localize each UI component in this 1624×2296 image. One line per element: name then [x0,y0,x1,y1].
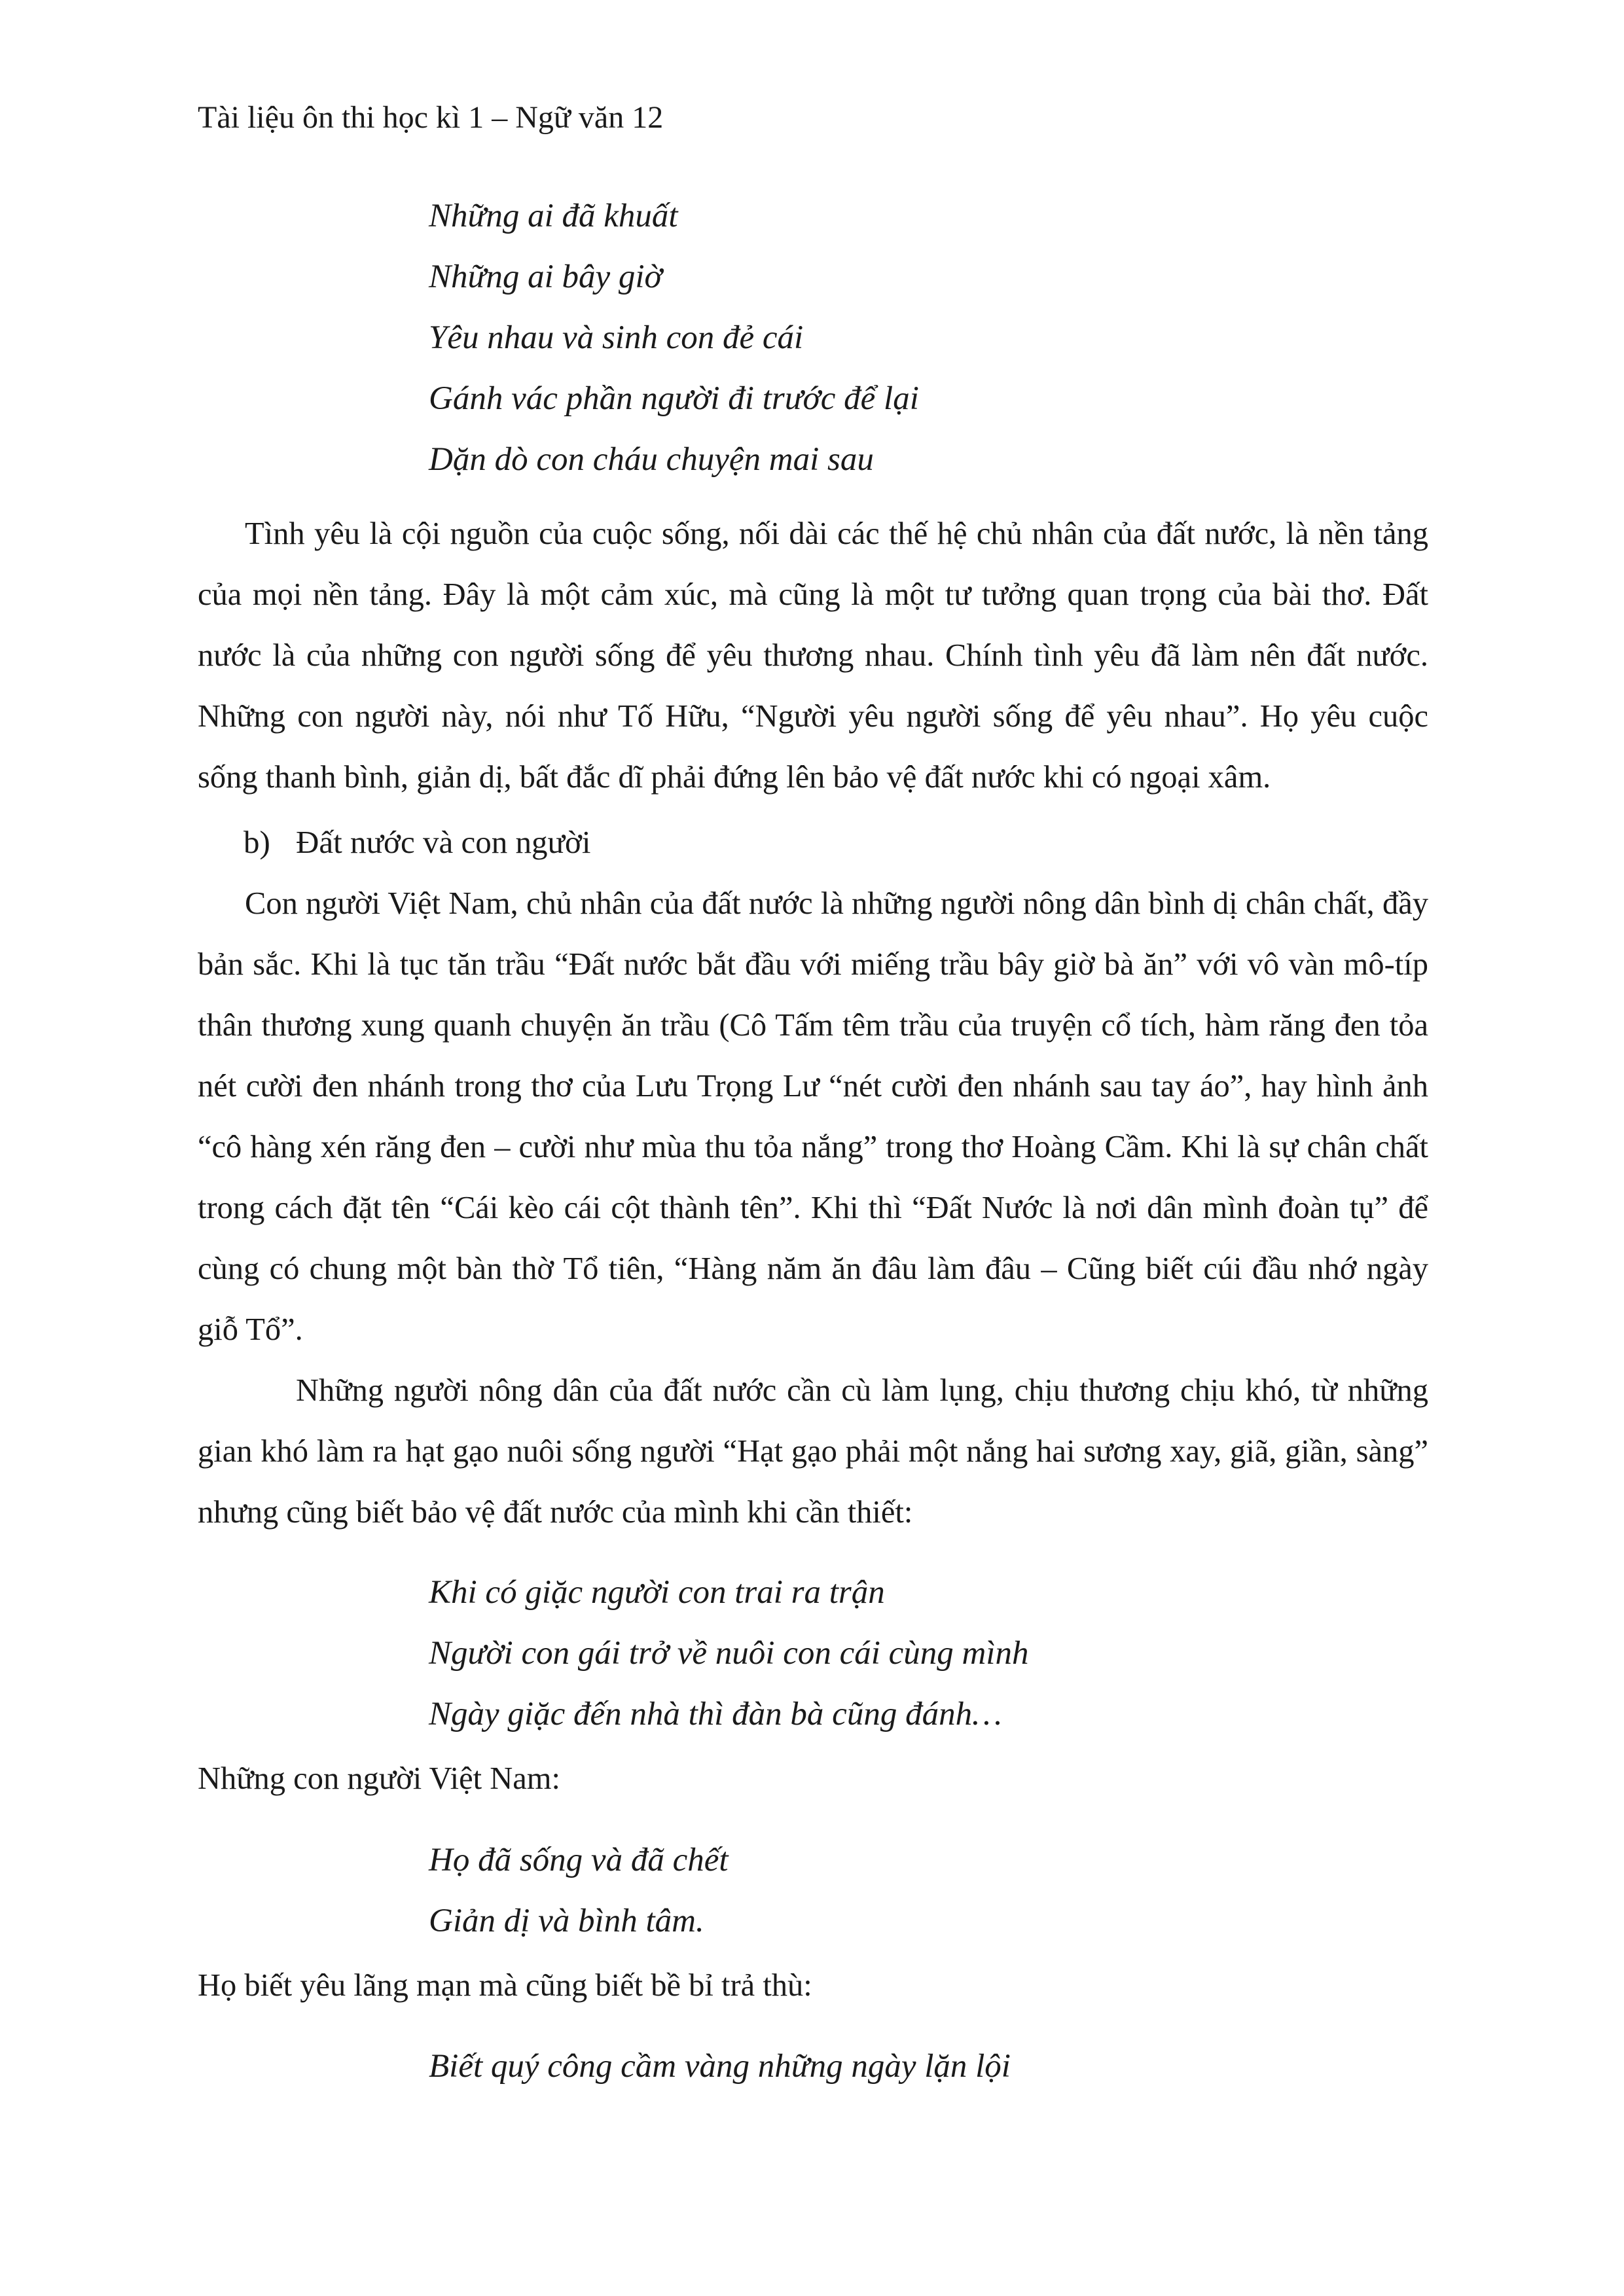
poem-line: Biết quý công cầm vàng những ngày lặn lội [429,2048,1011,2085]
paragraph-vietnamese-people: Con người Việt Nam, chủ nhân của đất nước là những người nông dân bình dị chân chất, đầy bản sắc. Khi là tục tăn trầu “Đất nước bắt đầu với miếng trầu bây giờ bà ăn” với vô vàn mô-típ thân thương xung quanh chuyện ăn trầu (Cô Tấm têm trầu của truyện cổ tích, hàm răng đen tỏa nét cười đen nhánh trong thơ của Lưu Trọng Lư “nét cười đen nhánh sau tay áo”, hay hình ảnh “cô hàng xén răng đen – cười như mùa thu tỏa nắng” trong thơ Hoàng Cầm. Khi là sự chân chất trong cách đặt tên “Cái kèo cái cột thành tên”. Khi thì “Đất Nước là nơi dân mình đoàn tụ” để cùng có chung một bàn thờ Tổ tiên, “Hàng năm ăn đâu làm đâu – Cũng biết cúi đầu nhớ ngày giỗ Tổ”. [198,886,1428,1347]
section-heading-b [244,823,591,862]
poem-line: Gánh vác phần người đi trước để lại [429,380,919,417]
poem-line: Người con gái trở về nuôi con cái cùng mình [429,1635,1029,1672]
text-line-love: Họ biết yêu lãng mạn mà cũng biết bề bỉ trả thù: [198,1968,812,2003]
paragraph-love-source: Tình yêu là cội nguồn của cuộc sống, nối dài các thế hệ chủ nhân của đất nước, là nền tảng của mọi nền tảng. Đây là một cảm xúc, mà cũng là một tư tưởng quan trọng của bài thơ. Đất nước là của những con người sống để yêu thương nhau. Chính tình yêu đã làm nên đất nước. Những con người này, nói như Tố Hữu, “Người yêu người sống để yêu nhau”. Họ yêu cuộc sống thanh bình, giản dị, bất đắc dĩ phải đứng lên bảo vệ đất nước khi có ngoại xâm. [198,516,1428,795]
poem-line: Yêu nhau và sinh con đẻ cái [429,319,804,356]
text-line-people: Những con người Việt Nam: [198,1761,560,1796]
section-title: Đất nước và con người [296,824,591,860]
poem-line: Những ai đã khuất [429,198,678,234]
poem-line: Khi có giặc người con trai ra trận [429,1574,885,1611]
paragraph-farmers: Những người nông dân của đất nước cần cù làm lụng, chịu thương chịu khó, từ những gian khó làm ra hạt gạo nuôi sống người “Hạt gạo phải một nắng hai sương xay, giã, giần, sàng” nhưng cũng biết bảo vệ đất nước của mình khi cần thiết: [198,1373,1428,1530]
poem-line: Giản dị và bình tâm. [429,1903,704,1939]
page-header: Tài liệu ôn thi học kì 1 – Ngữ văn 12 [198,100,664,135]
poem-line: Những ai bây giờ [429,259,662,295]
section-number: b) [244,824,270,860]
poem-line: Dặn dò con cháu chuyện mai sau [429,441,874,478]
poem-line: Ngày giặc đến nhà thì đàn bà cũng đánh… [429,1696,1002,1732]
poem-line: Họ đã sống và đã chết [429,1842,729,1878]
